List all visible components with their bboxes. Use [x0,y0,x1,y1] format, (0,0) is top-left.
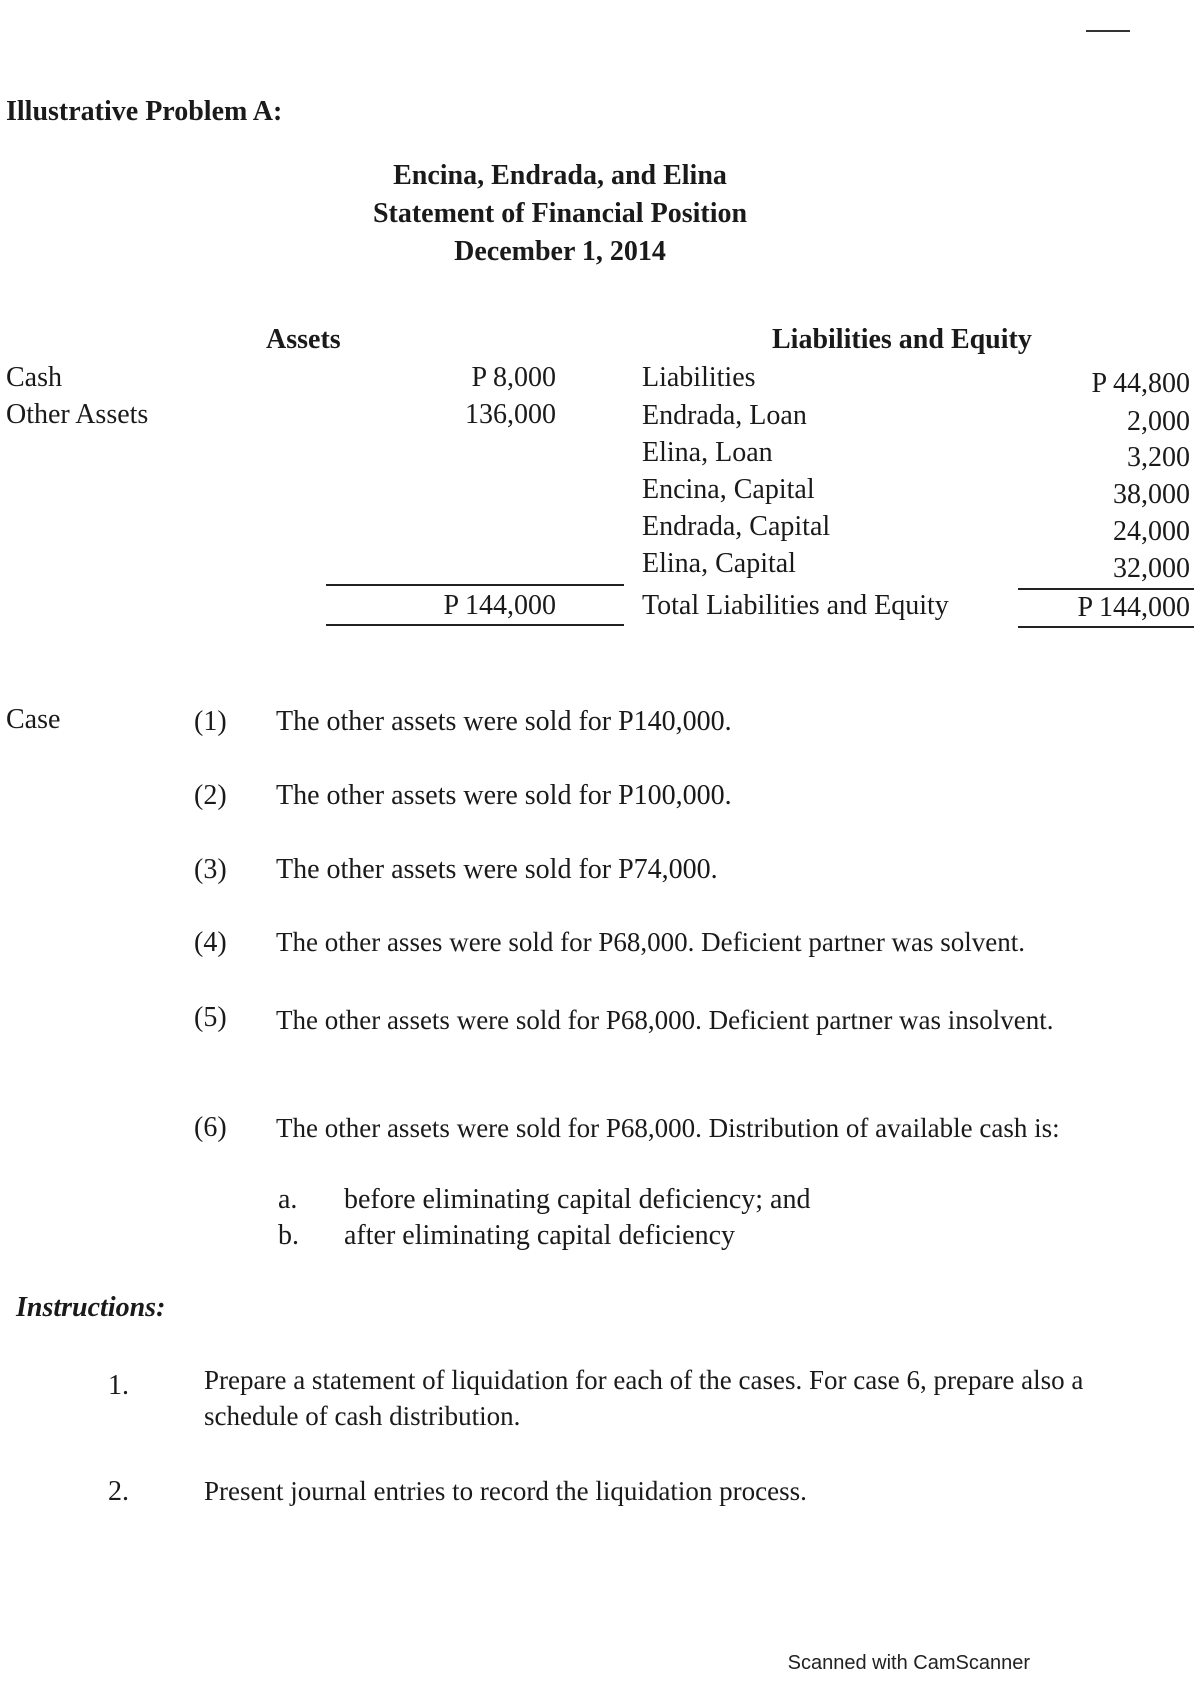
scanner-watermark: Scanned with CamScanner [787,1652,1030,1674]
sub-item-letter: b. [278,1220,299,1251]
asset-amount-cash: P 8,000 [471,362,556,393]
liabilities-total-underline [1018,626,1194,628]
liability-amount-liabilities: P 44,800 [1091,368,1190,399]
assets-total: P 144,000 [443,590,556,621]
scan-edge-mark [1086,30,1130,32]
case-number: (3) [194,854,227,885]
assets-total-underline [326,624,624,626]
liability-amount-endrada-loan: 2,000 [1127,406,1190,437]
instruction-number: 2. [108,1476,129,1507]
liabilities-total-label: Total Liabilities and Equity [642,590,949,621]
case-text: The other assets were sold for P100,000. [276,780,732,811]
case-text: The other assets were sold for P74,000. [276,854,718,885]
assets-total-rule [326,584,624,586]
statement-title: Statement of Financial Position [372,198,748,229]
company-name: Encina, Endrada, and Elina [393,160,727,191]
instructions-heading: Instructions: [16,1292,166,1323]
case-number: (6) [194,1112,227,1143]
liability-label-endrada-loan: Endrada, Loan [642,400,807,431]
liability-label-elina-loan: Elina, Loan [642,437,773,468]
case-number: (4) [194,927,227,958]
case-text: The other assets were sold for P140,000. [276,706,732,737]
liabilities-total-amount: P 144,000 [1077,592,1190,623]
statement-date: December 1, 2014 [454,236,666,267]
equity-amount-endrada: 24,000 [1113,516,1190,547]
case-label: Case [6,704,61,735]
asset-label-cash: Cash [6,362,62,393]
liabilities-heading: Liabilities and Equity [772,324,1032,355]
case-text: The other asses were sold for P68,000. Deficient partner was solvent. [276,927,1026,957]
equity-amount-elina: 32,000 [1113,553,1190,584]
asset-amount-other: 136,000 [465,399,556,430]
sub-item-text: after eliminating capital deficiency [344,1220,736,1251]
problem-title: Illustrative Problem A: [6,96,283,127]
case-text: The other assets were sold for P68,000. Distribution of available cash is: [276,1113,1060,1143]
case-number: (2) [194,780,227,811]
sub-item-letter: a. [278,1184,298,1215]
instruction-text: Prepare a statement of liquidation for each of the cases. For case 6, prepare also a schedule of cash distribution. [204,1365,1084,1431]
instruction-number: 1. [108,1370,129,1401]
equity-label-endrada: Endrada, Capital [642,511,831,542]
sub-item-text: before eliminating capital deficiency; and [344,1184,811,1215]
case-number: (1) [194,706,227,737]
equity-amount-encina: 38,000 [1113,479,1190,510]
liabilities-total-rule [1018,588,1194,590]
liability-amount-elina-loan: 3,200 [1127,442,1190,473]
assets-heading: Assets [266,324,341,355]
liability-label-liabilities: Liabilities [642,362,756,393]
case-number: (5) [194,1002,227,1033]
equity-label-encina: Encina, Capital [642,474,815,505]
equity-label-elina: Elina, Capital [642,548,796,579]
instruction-text: Present journal entries to record the liquidation process. [204,1476,807,1506]
case-text: The other assets were sold for P68,000. Deficient partner was insolvent. [276,1005,1054,1035]
asset-label-other: Other Assets [6,399,149,430]
